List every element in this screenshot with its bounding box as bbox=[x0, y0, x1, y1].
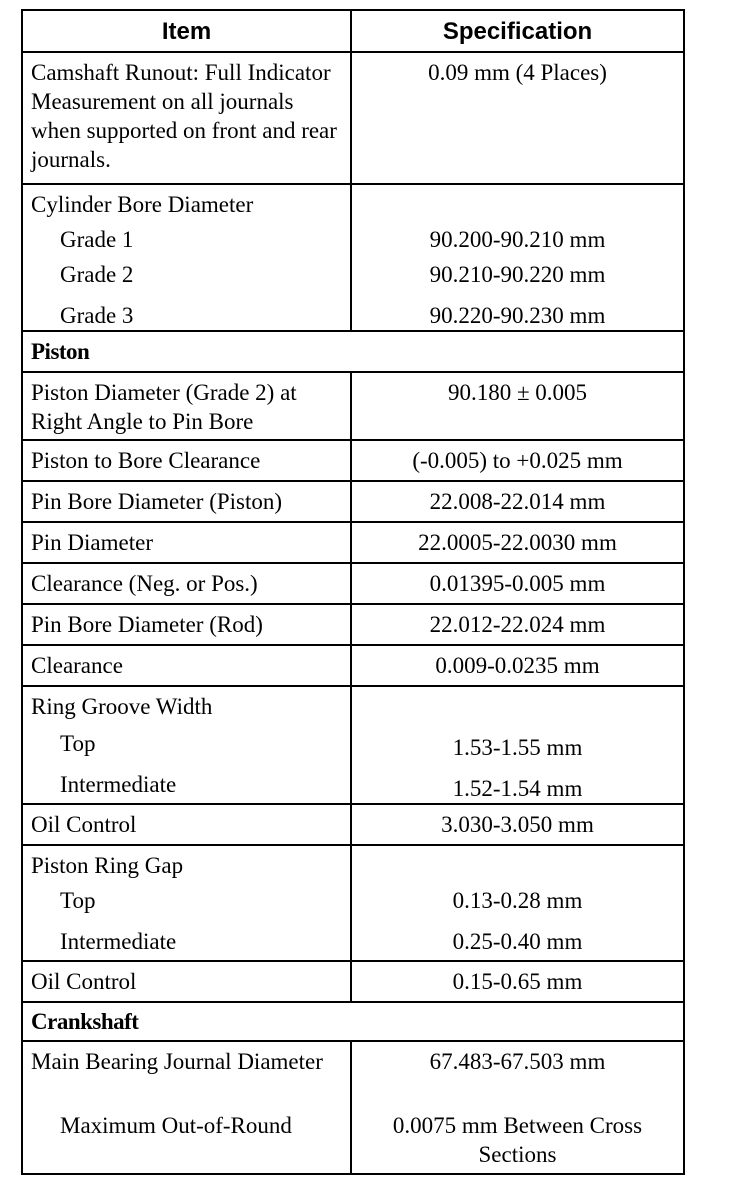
section-row bbox=[22, 331, 684, 372]
clearance-spec: 0.009-0.0235 mm bbox=[351, 645, 684, 686]
main-bearing-diameter-spec: 67.483-67.503 mm bbox=[429, 1049, 606, 1074]
item-column-header: Item bbox=[22, 10, 351, 52]
ring-groove-spec bbox=[351, 686, 684, 804]
ring-gap-top-spec: 0.13-0.28 mm bbox=[452, 888, 583, 913]
camshaft-runout-spec: 0.09 mm (4 Places) bbox=[351, 52, 684, 184]
table-row bbox=[22, 604, 684, 645]
ring-gap-intermediate-spec: 0.25-0.40 mm bbox=[452, 929, 583, 954]
ring-groove-top-label: Top bbox=[60, 731, 96, 756]
grade-3-label: Grade 3 bbox=[60, 303, 134, 328]
ring-gap-title: Piston Ring Gap bbox=[31, 853, 184, 878]
pin-bore-diameter-rod-spec: 22.012-22.024 mm bbox=[351, 604, 684, 645]
main-bearing-spec bbox=[351, 1041, 684, 1174]
cylinder-bore-spec bbox=[351, 184, 684, 331]
pin-diameter-spec: 22.0005-22.0030 mm bbox=[351, 522, 684, 563]
cylinder-bore-title: Cylinder Bore Diameter bbox=[31, 192, 254, 217]
ring-groove-top-spec: 1.53-1.55 mm bbox=[452, 735, 583, 760]
specification-table bbox=[21, 9, 685, 1175]
ring-gap-oil-control-item: Oil Control bbox=[22, 961, 351, 1002]
piston-bore-clearance-item: Piston to Bore Clearance bbox=[22, 440, 351, 481]
ring-gap-item bbox=[22, 845, 351, 961]
ring-gap-top-label: Top bbox=[60, 888, 96, 913]
camshaft-runout-item: Camshaft Runout: Full Indicator Measurement on all journals when supported on front and rear journals. bbox=[22, 52, 351, 184]
crankshaft-section-title: Crankshaft bbox=[22, 1002, 684, 1041]
grade-2-spec: 90.210-90.220 mm bbox=[429, 262, 606, 287]
table-row bbox=[22, 1041, 684, 1174]
section-row bbox=[22, 1002, 684, 1041]
ring-gap-spec bbox=[351, 845, 684, 961]
grade-2-label: Grade 2 bbox=[60, 262, 134, 287]
table-row bbox=[22, 522, 684, 563]
ring-gap-intermediate-label: Intermediate bbox=[60, 929, 177, 954]
table-row bbox=[22, 440, 684, 481]
table-row bbox=[22, 52, 684, 184]
main-bearing-item bbox=[22, 1041, 351, 1174]
ring-groove-title: Ring Groove Width bbox=[31, 694, 213, 719]
table-row bbox=[22, 184, 684, 331]
pin-diameter-item: Pin Diameter bbox=[22, 522, 351, 563]
max-out-of-round-label: Maximum Out-of-Round bbox=[60, 1113, 292, 1138]
cylinder-bore-item bbox=[22, 184, 351, 331]
table-row bbox=[22, 845, 684, 961]
table-row bbox=[22, 563, 684, 604]
max-out-of-round-spec: 0.0075 mm Between Cross Sections bbox=[392, 1113, 643, 1167]
table-row bbox=[22, 481, 684, 522]
ring-groove-intermediate-spec: 1.52-1.54 mm bbox=[452, 776, 583, 801]
table-row bbox=[22, 645, 684, 686]
grade-1-label: Grade 1 bbox=[60, 227, 134, 252]
ring-groove-item bbox=[22, 686, 351, 804]
grade-1-spec: 90.200-90.210 mm bbox=[429, 227, 606, 252]
piston-section-title: Piston bbox=[22, 331, 684, 372]
piston-diameter-spec: 90.180 ± 0.005 bbox=[351, 372, 684, 440]
ring-groove-intermediate-label: Intermediate bbox=[60, 772, 177, 797]
clearance-neg-pos-spec: 0.01395-0.005 mm bbox=[351, 563, 684, 604]
clearance-neg-pos-item: Clearance (Neg. or Pos.) bbox=[22, 563, 351, 604]
table-row bbox=[22, 686, 684, 804]
main-bearing-label: Main Bearing Journal Diameter bbox=[31, 1049, 323, 1074]
pin-bore-diameter-piston-item: Pin Bore Diameter (Piston) bbox=[22, 481, 351, 522]
table-header-row bbox=[22, 10, 684, 52]
ring-groove-oil-control-spec: 3.030-3.050 mm bbox=[351, 804, 684, 845]
pin-bore-diameter-piston-spec: 22.008-22.014 mm bbox=[351, 481, 684, 522]
specification-column-header: Specification bbox=[351, 10, 684, 52]
piston-bore-clearance-spec: (-0.005) to +0.025 mm bbox=[351, 440, 684, 481]
piston-diameter-item: Piston Diameter (Grade 2) at Right Angle to Pin Bore bbox=[22, 372, 351, 440]
table-row bbox=[22, 961, 684, 1002]
clearance-item: Clearance bbox=[22, 645, 351, 686]
ring-gap-oil-control-spec: 0.15-0.65 mm bbox=[351, 961, 684, 1002]
table-row bbox=[22, 804, 684, 845]
pin-bore-diameter-rod-item: Pin Bore Diameter (Rod) bbox=[22, 604, 351, 645]
grade-3-spec: 90.220-90.230 mm bbox=[429, 303, 606, 328]
ring-groove-oil-control-item: Oil Control bbox=[22, 804, 351, 845]
table-row bbox=[22, 372, 684, 440]
